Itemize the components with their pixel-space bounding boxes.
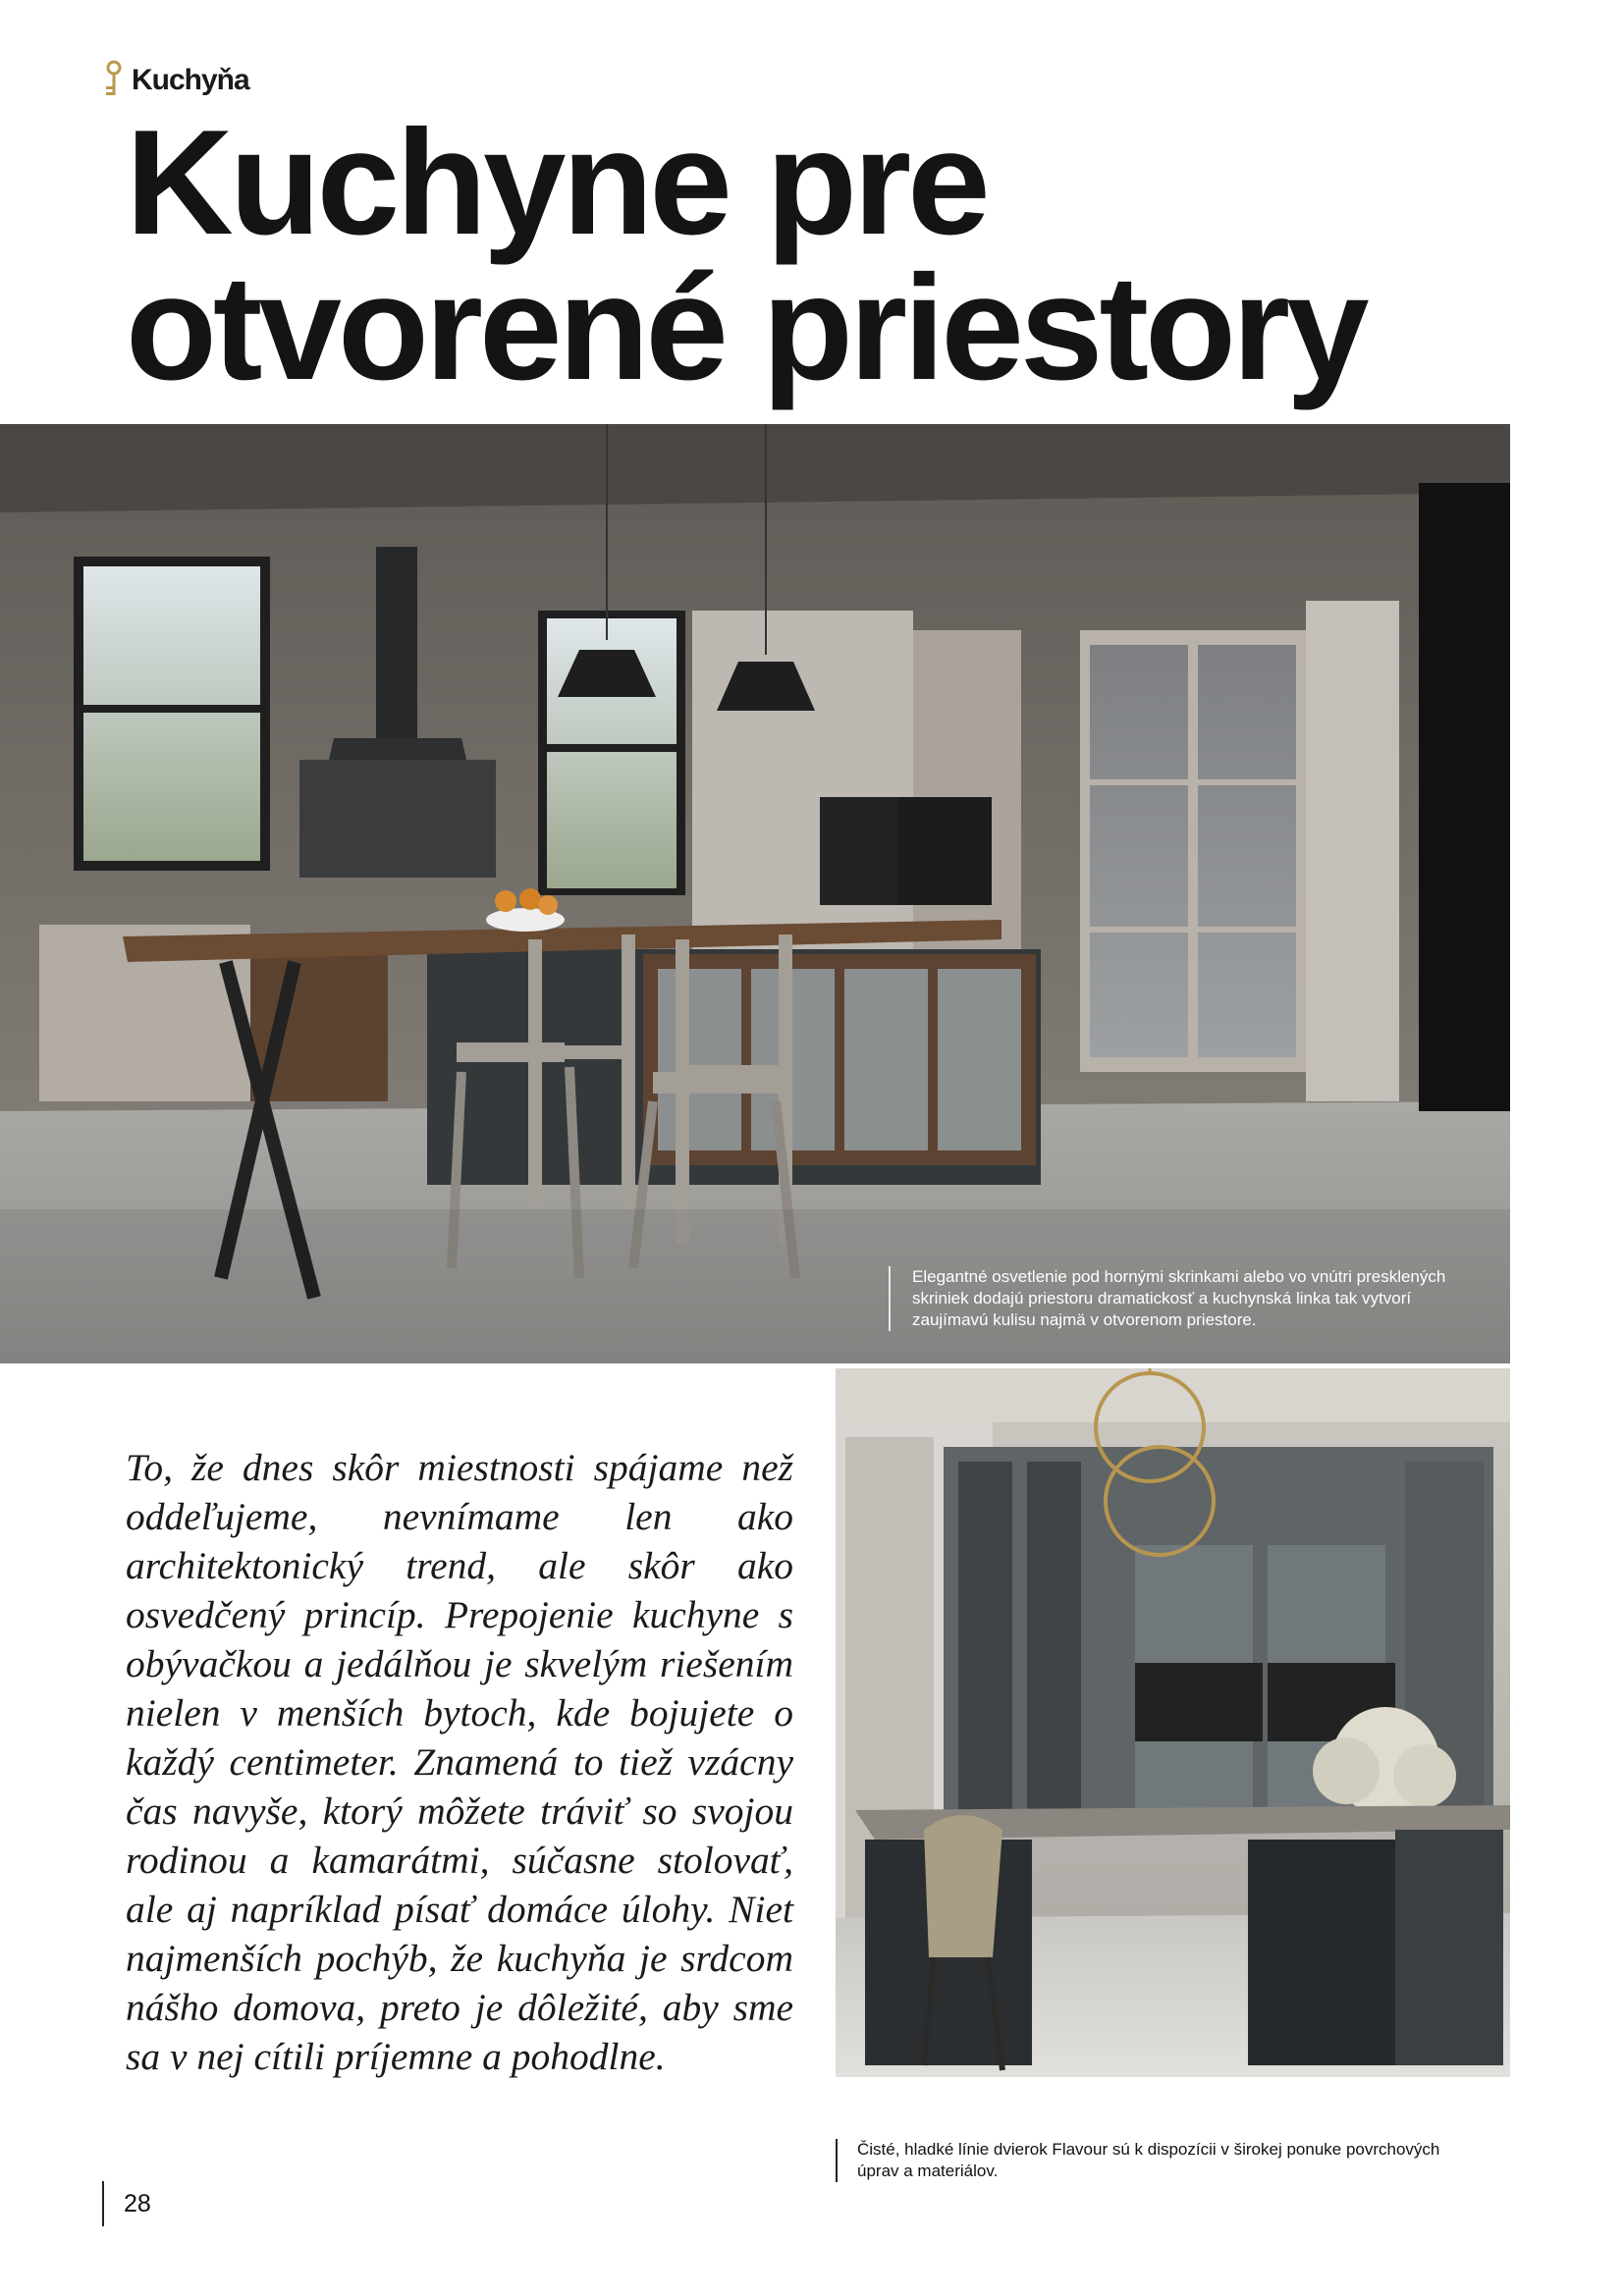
headline-line-2: otvorené priestory — [126, 244, 1366, 411]
page-number: 28 — [102, 2181, 151, 2226]
main-photo-caption: Elegantné osvetlenie pod hornými skrinkami alebo vo vnútri presklených skriniek dodajú priestoru dramatickosť a kuchynská linka tak vytvorí zaujímavú kulisu najmä v otvorenom priestore. — [889, 1266, 1462, 1331]
section-label: Kuchyňa — [132, 64, 249, 96]
section-tag — [102, 61, 249, 100]
headline-line-1: Kuchyne pre — [126, 99, 987, 266]
article-body: To, že dnes skôr miestnosti spájame než oddeľujeme, nevnímame len ako architektonický trend, ale skôr ako osvedčený princíp. Prepojenie kuchyne s obývačkou a jedálňou je skvelým riešením nielen v menších bytoch, kde bojujete o každý centimeter. Znamená to tiež vzácny čas navyše, ktorý môžete tráviť so svojou rodinou a kamarátmi, súčasne stolovať, ale aj napríklad písať domáce úlohy. Niet najmenších pochýb, že kuchyňa je srdcom nášho domova, preto je dôležité, aby sme sa v nej cítili príjemne a pohodlne. — [126, 1446, 793, 2078]
page-headline — [126, 99, 1540, 411]
kitchen-photo-main — [0, 424, 1510, 1363]
key-icon — [102, 59, 130, 102]
kitchen-photo-second — [836, 1368, 1510, 2077]
second-photo-caption: Čisté, hladké línie dvierok Flavour sú k dispozícii v širokej ponuke povrchových úprav a materiálov. — [836, 2139, 1446, 2182]
